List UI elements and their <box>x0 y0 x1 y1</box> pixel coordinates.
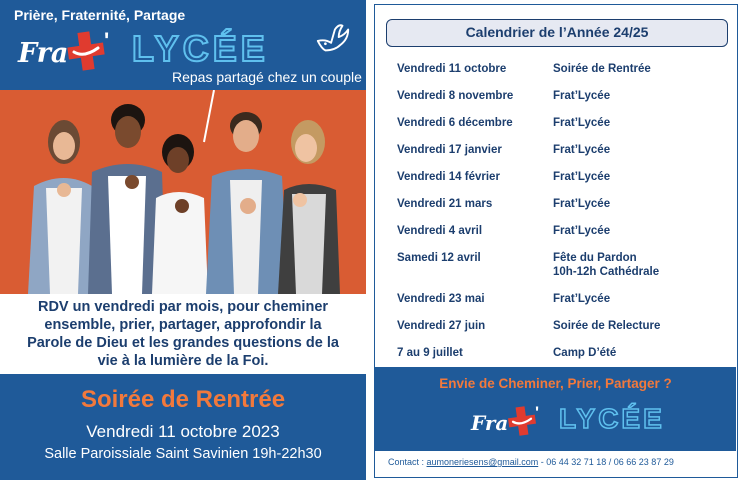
calendar-title: Calendrier de l’Année 24/25 <box>386 19 728 47</box>
tagline: Prière, Fraternité, Partage <box>14 7 186 23</box>
logo-fra-text: Fra <box>18 38 69 69</box>
description-line: vie à la lumière de la Foi. <box>97 353 269 369</box>
calendar-date: Samedi 12 avril <box>397 252 481 264</box>
calendar-date: Vendredi 17 janvier <box>397 144 502 156</box>
calendar-event: Frat’Lycée <box>553 90 611 102</box>
description-line: RDV un vendredi par mois, pour cheminer <box>37 299 329 315</box>
calendar-event: Frat’Lycée <box>553 225 611 237</box>
cross-logo-icon <box>507 403 540 439</box>
dove-icon <box>314 20 352 58</box>
contact-phones: - 06 44 32 71 18 / 06 66 23 87 29 <box>538 457 674 467</box>
calendar-event-line: Fête du Pardon <box>553 252 637 264</box>
group-photo-illustration <box>0 90 366 294</box>
calendar-date: 7 au 9 juillet <box>397 347 463 359</box>
logo-lycee-text: LYCÉE <box>559 403 665 434</box>
calendar-panel <box>374 4 738 478</box>
calendar-date: Vendredi 14 février <box>397 171 500 183</box>
cta-text: Envie de Cheminer, Prier, Partager ? <box>439 376 672 391</box>
calendar-date: Vendredi 23 mai <box>397 293 485 305</box>
cross-logo-icon <box>66 28 106 74</box>
logo-apostrophe: ' <box>535 403 540 422</box>
calendar-date: Vendredi 21 mars <box>397 198 493 210</box>
calendar-date: Vendredi 11 octobre <box>397 63 507 75</box>
event-banner <box>0 374 366 480</box>
calendar-event-line: 10h-12h Cathédrale <box>553 266 660 278</box>
calendar-event: Frat’Lycée <box>553 117 611 129</box>
calendar-date: Vendredi 27 juin <box>397 320 486 332</box>
left-header <box>0 0 366 90</box>
contact-line <box>388 457 674 467</box>
left-flyer <box>0 0 366 480</box>
calendar-event: Frat’Lycée <box>553 171 611 183</box>
contact-label: Contact : <box>388 457 427 467</box>
cta-banner <box>375 367 736 451</box>
calendar-date: Vendredi 8 novembre <box>397 90 514 102</box>
logo-apostrophe: ' <box>104 28 110 53</box>
description-line: ensemble, prier, partager, approfondir la <box>44 317 322 333</box>
subtitle: Repas partagé chez un couple <box>172 69 362 85</box>
logo-fra-text: Fra <box>471 411 509 435</box>
description-line: Parole de Dieu et les grandes questions de la <box>27 335 339 351</box>
contact-email-link[interactable]: aumoneriesens@gmail.com <box>426 457 539 467</box>
calendar-event: Soirée de Rentrée <box>553 63 651 75</box>
calendar-event: Frat’Lycée <box>553 293 611 305</box>
calendar-event: Frat’Lycée <box>553 198 611 210</box>
calendar-event: Camp D’été <box>553 347 617 359</box>
calendar-date: Vendredi 4 avril <box>397 225 483 237</box>
event-title: Soirée de Rentrée <box>80 386 286 413</box>
calendar-event: Soirée de Relecture <box>553 320 661 332</box>
group-photo <box>0 90 366 294</box>
logo-lycee-text: LYCÉE <box>132 28 269 69</box>
calendar-event: Frat’Lycée <box>553 144 611 156</box>
description <box>0 294 366 374</box>
calendar-date: Vendredi 6 décembre <box>397 117 513 129</box>
event-place: Salle Paroissiale Saint Savinien 19h-22h30 <box>44 446 322 462</box>
event-date: Vendredi 11 octobre 2023 <box>86 422 280 441</box>
calendar-event <box>553 251 659 279</box>
